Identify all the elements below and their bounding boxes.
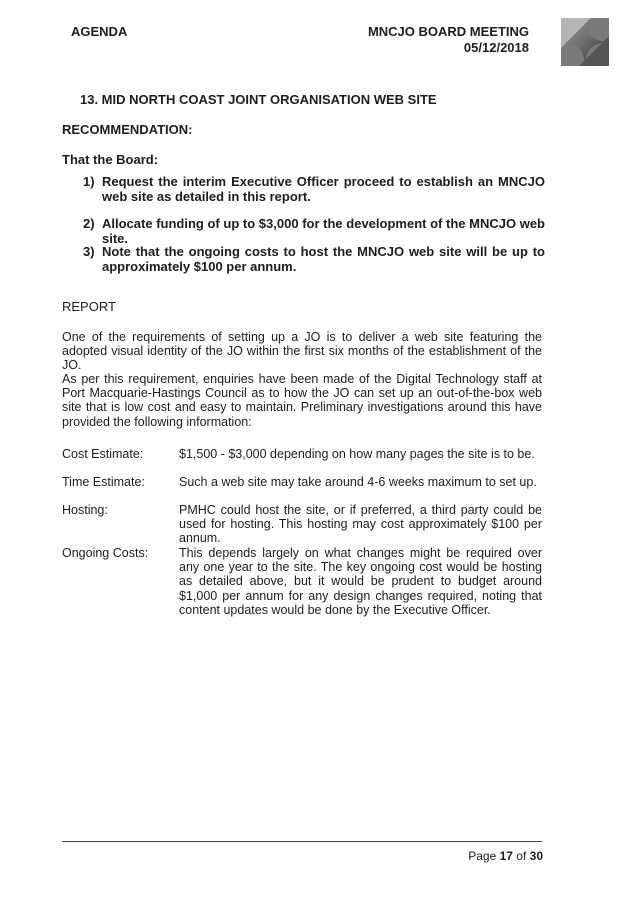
info-value-cost: $1,500 - $3,000 depending on how many pages the site is to be.: [179, 447, 535, 461]
header-meeting-info: [368, 24, 529, 56]
recommendation-item: [83, 244, 545, 276]
info-label-time: Time Estimate:: [62, 475, 145, 489]
info-label-ongoing: Ongoing Costs:: [62, 546, 149, 560]
page-current: 17: [499, 849, 513, 863]
info-value-ongoing: This depends largely on what changes might be required over any one year to the site. The key ongoing cost would be hosting as detailed above, but it would be prudent to budget around $1,000 per annum for any design changes required, noting that content updates would be done by the Executive Officer.: [179, 546, 542, 617]
header-meeting-title: MNCJO BOARD MEETING: [367, 24, 529, 39]
recommendation-text: Note that the ongoing costs to host the MNCJO web site will be up to approximately $100 per annum.: [102, 244, 545, 274]
recommendation-item: [83, 216, 545, 246]
footer-rule: [62, 841, 542, 842]
report-paragraph: As per this requirement, enquiries have been made of the Digital Technology staff at Port Macquarie-Hastings Council as to how the JO can set up an out-of-the-box web site that is low cost and easy to maintain. Preliminary investigations around this have provided the following information:: [62, 372, 542, 429]
recommendation-number: 1): [83, 174, 95, 189]
page-number: [468, 849, 543, 863]
header-agenda-label: AGENDA: [71, 24, 128, 39]
recommendation-number: 2): [83, 216, 95, 231]
info-value-time: Such a web site may take around 4-6 weeks maximum to set up.: [179, 475, 537, 489]
page-total: 30: [529, 849, 543, 863]
recommendation-text: Allocate funding of up to $3,000 for the development of the MNCJO web site.: [102, 216, 545, 246]
mncjo-logo-icon: [561, 18, 609, 66]
recommendation-intro: That the Board:: [62, 152, 159, 167]
recommendation-number: 3): [83, 244, 95, 259]
page-word: Page: [468, 849, 497, 863]
recommendation-item: [83, 174, 545, 206]
page-of-word: of: [516, 849, 527, 863]
report-paragraph: One of the requirements of setting up a JO is to deliver a web site featuring the adopted visual identity of the JO within the first six months of the establishment of the JO.: [62, 330, 542, 373]
header-meeting-date: 05/12/2018: [463, 40, 529, 55]
recommendation-text: Request the interim Executive Officer proceed to establish an MNCJO web site as detailed in this report.: [102, 174, 545, 204]
item-title: 13. MID NORTH COAST JOINT ORGANISATION WEB SITE: [80, 92, 437, 107]
info-label-cost: Cost Estimate:: [62, 447, 144, 461]
report-heading: REPORT: [62, 299, 116, 314]
recommendation-heading: RECOMMENDATION:: [62, 122, 193, 137]
info-value-hosting: PMHC could host the site, or if preferred, a third party could be used for hosting. This hosting may cost approximately $100 per annum.: [179, 503, 542, 546]
info-label-hosting: Hosting:: [62, 503, 108, 517]
